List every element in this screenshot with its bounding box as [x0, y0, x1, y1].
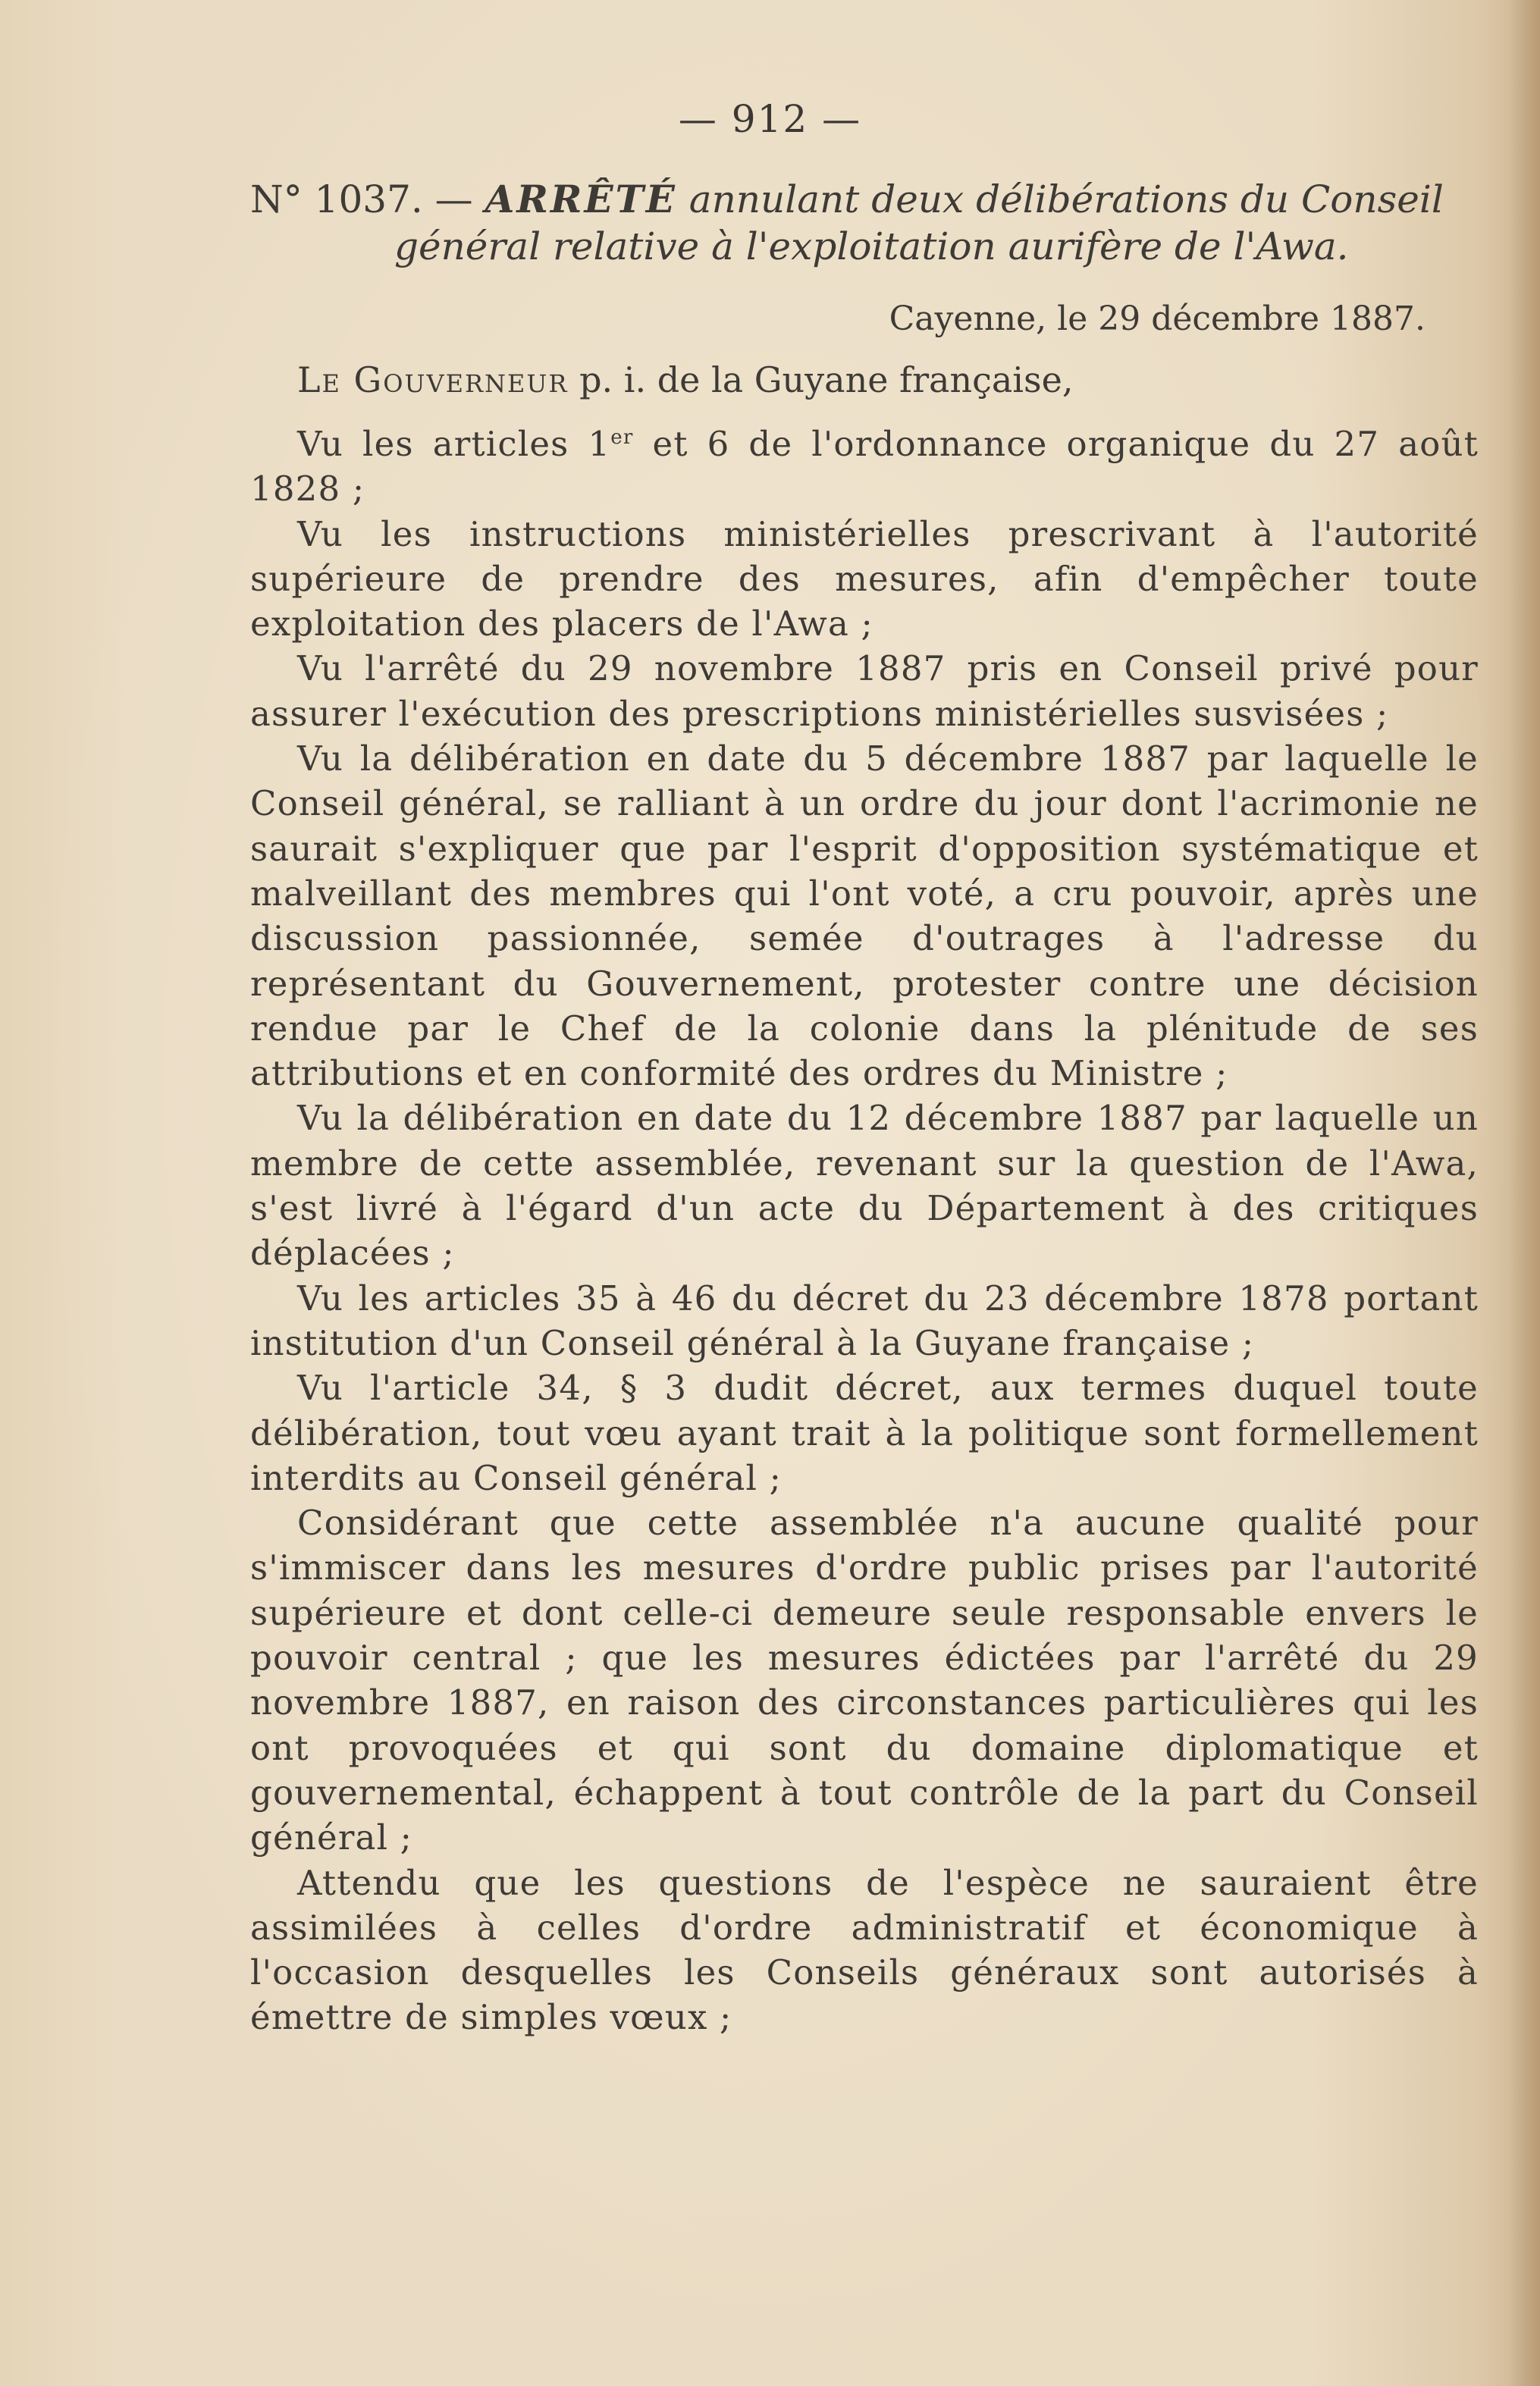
- title-arrete: ARRÊTÉ: [485, 177, 677, 221]
- document-body: [250, 176, 1479, 2040]
- governor-heading: [297, 356, 1479, 403]
- governor-rest: p. i. de la Guyane française,: [568, 359, 1074, 400]
- document-title: [250, 176, 1479, 270]
- paragraph-articles-after: et 6 de l'ordonnance organique du 27 août 1828 ;: [250, 424, 1479, 509]
- paragraph-considerant: Considérant que cette assemblée n'a aucune qualité pour s'immiscer dans les mesures d'ordre public prises par l'autorité supérieure et dont celle-ci demeure seule responsable envers le pouvoir central ; que les mesures édictées par l'arrêté du 29 novembre 1887, en raison des circonstances particulières qui les ont provoquées et qui sont du domaine diplomatique et gouvernemental, échappent à tout contrôle de la part du Conseil général ;: [250, 1503, 1479, 1858]
- governor-title: Le Gouverneur: [297, 359, 569, 400]
- paragraph-articles-before: Vu les articles 1: [297, 424, 611, 464]
- title-description: annulant deux délibérations du Conseil général relative à l'exploitation aurifère de l'Awa.: [394, 177, 1444, 268]
- dateline: Cayenne, le 29 décembre 1887.: [889, 299, 1426, 338]
- paragraph-instructions: Vu les instructions ministérielles prescrivant à l'autorité supérieure de prendre des mesures, afin d'empêcher toute exploitation des placers de l'Awa ;: [250, 513, 1479, 644]
- superscript-er: er: [610, 426, 634, 449]
- page-edge-shadow: [1510, 0, 1540, 2386]
- paragraph-decret-articles: Vu les articles 35 à 46 du décret du 23 décembre 1878 portant institution d'un Conseil général à la Guyane française ;: [250, 1278, 1479, 1363]
- paragraph-attendu: Attendu que les questions de l'espèce ne sauraient être assimilées à celles d'ordre administratif et économique à l'occasion desquelles les Conseils généraux sont autorisés à émettre de simples vœux ;: [250, 1862, 1479, 2038]
- paragraph-articles: [250, 422, 1479, 512]
- paragraph-article-34: Vu l'article 34, § 3 dudit décret, aux termes duquel toute délibération, tout vœu ayant trait à la politique sont formellement interdits au Conseil général ;: [250, 1368, 1479, 1498]
- paragraph-arrete-novembre: Vu l'arrêté du 29 novembre 1887 pris en Conseil privé pour assurer l'exécution des prescriptions ministérielles susvisées ;: [250, 648, 1479, 734]
- page-number: — 912 —: [678, 97, 862, 141]
- paragraph-deliberation-12-decembre: Vu la délibération en date du 12 décembre 1887 par laquelle un membre de cette assemblée, revenant sur la question de l'Awa, s'est livré à l'égard d'un acte du Département à des critiques déplacées ;: [250, 1098, 1479, 1274]
- title-number: N° 1037. —: [250, 177, 485, 221]
- paragraph-deliberation-5-decembre: Vu la délibération en date du 5 décembre 1887 par laquelle le Conseil général, se ralliant à un ordre du jour dont l'acrimonie ne saurait s'expliquer que par l'esprit d'opposition systématique et malveillant des membres qui l'ont voté, a cru pouvoir, après une discussion passionnée, semée d'outrages à l'adresse du représentant du Gouvernement, protester contre une décision rendue par le Chef de la colonie dans la plénitude de ses attributions et en conformité des ordres du Ministre ;: [250, 738, 1479, 1094]
